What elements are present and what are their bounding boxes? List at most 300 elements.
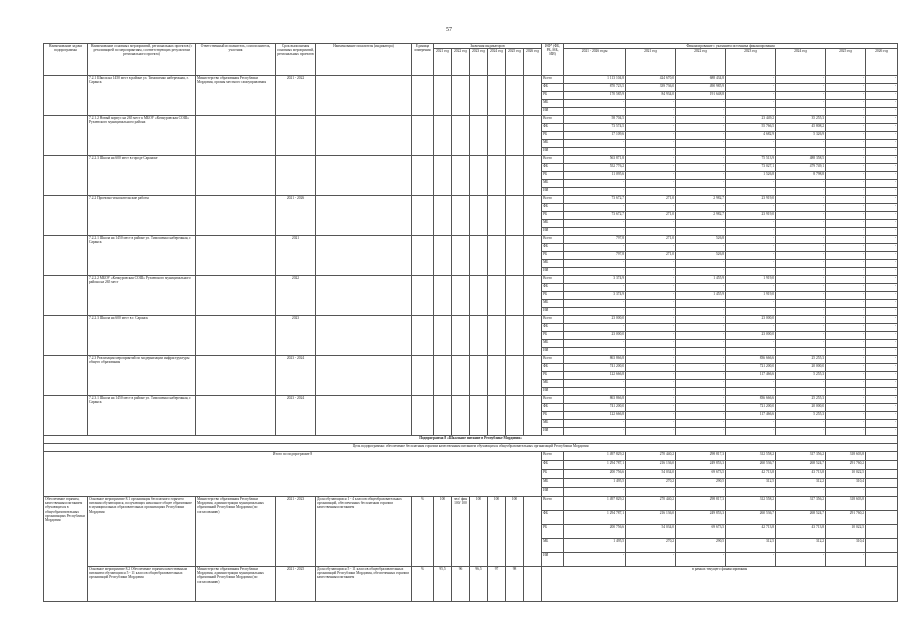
amount-cell: - [776,148,826,156]
amount-cell: 260 536,7 [726,461,776,470]
source-cell: Всего [542,196,564,204]
header-cell: ИФ* (ФБ, РБ, МБ, ИИ) [542,44,564,76]
amount-cell: - [826,260,866,268]
amount-cell: 424 670,0 [626,76,676,84]
amount-cell: - [676,228,726,236]
responsible-cell [196,116,276,156]
amount-cell [866,511,898,525]
indicator-value-cell [434,236,452,276]
subprogram-title: Подпрограмма 8 «Школьное питание в Республике Мордовия» [44,436,898,444]
amount-cell: - [626,228,676,236]
amount-cell: 1 919,0 [726,292,776,300]
amount-cell: - [676,124,726,132]
indicator-value-cell [488,396,506,436]
amount-cell: - [626,148,676,156]
source-cell: ИИ [542,388,564,396]
measure-name-cell: 7.2.2.1 Школа на 1450 мест в районе ул. Тимошенко набережная, г. Саранск [88,236,196,276]
source-cell: МБ [542,380,564,388]
amount-cell: 1 294 787,1 [564,461,626,470]
amount-cell: 43 713,8 [776,525,826,539]
indicator-value-cell [488,196,506,236]
source-cell: ФБ [542,164,564,172]
amount-cell: - [726,100,776,108]
amount-cell: - [776,140,826,148]
amount-cell: 122 666,8 [564,372,626,380]
amount-cell: 312,2 [776,539,826,553]
amount-cell: - [676,388,726,396]
indicator-value-cell [488,76,506,116]
amount-cell: - [826,356,866,364]
amount-cell: - [726,488,776,497]
amount-cell: - [676,372,726,380]
amount-cell: - [626,300,676,308]
amount-cell: - [626,204,676,212]
source-cell: ФБ [542,324,564,332]
amount-cell: - [626,356,676,364]
amount-cell: - [866,76,898,84]
amount-cell: 23 000,0 [726,316,776,324]
amount-cell: 1 455,9 [676,292,726,300]
task-cell [44,316,88,356]
table-row [44,316,898,324]
source-cell: ИИ [542,428,564,436]
amount-cell: - [676,316,726,324]
amount-cell: - [726,76,776,84]
amount-cell: - [776,76,826,84]
task-cell [44,236,88,276]
source-cell: ФБ [542,84,564,92]
indicator-value-cell [506,156,524,196]
amount-cell: 863 866,8 [564,396,626,404]
amount-cell: - [866,292,898,300]
amount-cell: - [826,236,866,244]
header-cell: Финансирование с указанием источника финансирования [564,44,898,49]
amount-cell: - [626,372,676,380]
amount-cell: - [826,324,866,332]
source-cell: Всего [542,116,564,124]
amount-cell: - [866,340,898,348]
amount-cell: - [866,84,898,92]
indicator-value-cell [452,356,470,396]
amount-cell: - [726,92,776,100]
indicator-value-cell [434,76,452,116]
amount-cell: - [826,380,866,388]
amount-cell [866,470,898,479]
measure-name-cell: Основное мероприятие 8.2 Обеспечение горячим качественным питанием обучающихся 5 - 11 классов общеобразовательных организаций Республики Мордовия [88,567,196,602]
amount-cell: 721 200,0 [726,404,776,412]
amount-cell: 291 760,2 [826,461,866,470]
indicator-value-cell [506,316,524,356]
amount-cell: - [776,108,826,116]
amount-cell: 45 808,2 [776,124,826,132]
source-cell: РБ [542,470,564,479]
amount-cell: - [866,428,898,436]
amount-cell: - [826,180,866,188]
amount-cell: - [776,260,826,268]
source-cell: ФБ [542,511,564,525]
amount-cell: 271,0 [626,212,676,220]
measure-name-cell: 7.2.2 Проектно-изыскательские работы [88,196,196,236]
amount-cell: - [826,404,866,412]
source-cell: РБ [542,212,564,220]
indicator-value-cell [488,236,506,276]
amount-cell: - [826,196,866,204]
indicator-value-cell [452,316,470,356]
amount-cell: - [676,220,726,228]
amount-cell: - [626,420,676,428]
amount-cell: - [866,212,898,220]
amount-cell: - [866,412,898,420]
indicator-value-cell [506,236,524,276]
amount-cell: - [826,228,866,236]
header-year-cell: 2025 год [826,49,866,76]
term-cell: 2023 - 2024 [276,356,316,396]
indicator-value-cell [488,156,506,196]
amount-cell: 3 374,9 [564,292,626,300]
indicator-value-cell [524,396,542,436]
amount-cell: 270 440,2 [626,497,676,511]
amount-cell: - [626,108,676,116]
amount-cell: - [826,396,866,404]
measure-name-cell: 7.2.2.3 Школа на 600 мест в городе Саранске [88,156,196,196]
amount-cell: 552 776,2 [564,164,626,172]
header-year-cell: 2021 год [434,49,452,76]
amount-cell: - [564,204,626,212]
source-cell: Всего [542,396,564,404]
amount-cell: 1 113 104,8 [564,76,626,84]
header-cell: Значения индикаторов [434,44,542,49]
amount-cell: - [776,316,826,324]
amount-cell: - [726,340,776,348]
amount-cell: - [676,164,726,172]
source-cell: ИИ [542,268,564,276]
indicator-cell [316,236,412,276]
task-cell [44,396,88,436]
amount-cell: - [826,124,866,132]
indicator-value-cell [452,196,470,236]
amount-cell: - [564,553,626,567]
amount-cell: - [826,212,866,220]
amount-cell: - [726,188,776,196]
amount-cell: - [564,324,626,332]
amount-cell: - [726,84,776,92]
source-cell: ФБ [542,124,564,132]
source-cell: ФБ [542,364,564,372]
amount-cell: - [676,148,726,156]
amount-cell: 20 000,0 [776,404,826,412]
header-year-cell: 2026 год [524,49,542,76]
amount-cell: 290,5 [676,479,726,488]
amount-cell: - [626,316,676,324]
amount-cell: - [676,332,726,340]
amount-cell: - [866,228,898,236]
amount-cell: - [626,388,676,396]
header-cell: Наименование показателя (индикатора) [316,44,412,76]
amount-cell: - [676,100,726,108]
amount-cell: - [866,348,898,356]
amount-cell: 42 713,8 [726,470,776,479]
amount-cell: - [676,324,726,332]
indicator-value-cell [488,356,506,396]
header-cell: Срок выполнения основных мероприятий, региональных проектов [276,44,316,76]
amount-cell: - [626,132,676,140]
indicator-value-cell [506,396,524,436]
source-cell: РБ [542,412,564,420]
amount-cell: - [866,420,898,428]
indicator-value-cell [506,196,524,236]
amount-cell: 270,2 [626,479,676,488]
unit-cell: % [412,567,434,602]
source-cell: ИИ [542,108,564,116]
indicator-value-cell [524,497,542,567]
amount-cell: 312 558,2 [726,452,776,461]
amount-cell: - [826,100,866,108]
responsible-cell [196,276,276,316]
amount-cell: 249 853,3 [676,461,726,470]
amount-cell: - [676,356,726,364]
amount-cell: 216 136,0 [626,511,676,525]
amount-cell: - [676,188,726,196]
amount-cell: - [626,396,676,404]
amount-cell: - [866,260,898,268]
amount-cell: 191 648,8 [676,92,726,100]
source-cell: РБ [542,172,564,180]
amount-cell [866,452,898,461]
amount-cell: - [676,300,726,308]
unit-cell [412,356,434,396]
amount-cell: 5 255,3 [776,412,826,420]
amount-cell: 291 760,2 [826,511,866,525]
indicator-cell [316,396,412,436]
amount-cell: - [866,364,898,372]
amount-cell: 2 982,7 [676,196,726,204]
amount-cell: 200 756,6 [564,525,626,539]
amount-cell: - [676,308,726,316]
amount-cell: - [564,284,626,292]
source-cell: Всего [542,316,564,324]
amount-cell: - [626,380,676,388]
amount-cell: - [826,428,866,436]
amount-cell: 11 095,6 [564,172,626,180]
amount-cell: - [866,140,898,148]
amount-cell: - [676,116,726,124]
amount-cell: - [776,180,826,188]
amount-cell: 54 034,0 [626,470,676,479]
funding-note: в рамках текущего финансирования [542,567,898,602]
amount-cell: 797,8 [564,236,626,244]
amount-cell: - [776,276,826,284]
source-cell: ИИ [542,488,564,497]
amount-cell: - [726,284,776,292]
amount-cell: - [726,268,776,276]
amount-cell [866,525,898,539]
responsible-cell: Министерство образования Республики Мордовия, органы местного самоуправления [196,76,276,116]
source-cell: ФБ [542,284,564,292]
amount-cell: - [726,204,776,212]
amount-cell: - [826,140,866,148]
amount-cell: - [726,180,776,188]
amount-cell: 73 027,1 [726,164,776,172]
amount-cell: - [726,252,776,260]
amount-cell: - [564,300,626,308]
amount-cell: - [726,388,776,396]
measure-name-cell: 7.2.2.3 Школа на 600 мест в г. Саранск [88,316,196,356]
amount-cell: - [726,324,776,332]
measure-name-cell: 7.2.1 Школа на 1450 мест в районе ул. Тимошенко набережная, г. Саранск [88,76,196,116]
amount-cell: 271,0 [626,252,676,260]
responsible-cell [196,236,276,276]
indicator-value-cell [434,116,452,156]
amount-cell: - [776,196,826,204]
term-cell: 2022 [276,276,316,316]
measure-name-cell: 7.2.3.1 Школа на 1450 мест в районе ул. Тимошенко набережная, г. Саранск [88,396,196,436]
source-cell: МБ [542,260,564,268]
amount-cell: 73 672,7 [564,212,626,220]
amount-cell: - [564,348,626,356]
source-cell: МБ [542,180,564,188]
amount-cell: 312 558,2 [726,497,776,511]
subprogram-goal: Цель подпрограммы: обеспечение бесплатным горячим качественным питанием обучающихся общеобразовательных организаций Республики Мордовия [44,444,898,452]
amount-cell: - [564,140,626,148]
indicator-value-cell [452,116,470,156]
amount-cell: 863 866,8 [564,356,626,364]
amount-cell: 290,5 [676,539,726,553]
amount-cell: 488 358,5 [776,156,826,164]
header-year-cell: 2021 год [626,49,676,76]
indicator-value-cell [470,156,488,196]
amount-cell: - [676,553,726,567]
header-row [44,44,898,49]
unit-cell [412,156,434,196]
source-cell: Всего [542,276,564,284]
amount-cell: 3 374,9 [564,276,626,284]
header-cell: Ответственный исполнитель, соисполнитель, участник [196,44,276,76]
amount-cell: 117 466,6 [726,372,776,380]
measure-name-cell: 7.2.1.2 Новый корпус на 265 мест к МБОУ «Кочкуровская СОШ» Рузаевского муниципального района [88,116,196,156]
amount-cell: - [626,180,676,188]
amount-cell: - [826,268,866,276]
amount-cell: - [676,132,726,140]
amount-cell: - [826,132,866,140]
amount-cell: - [866,204,898,212]
amount-cell: 721 200,0 [726,364,776,372]
amount-cell: - [866,388,898,396]
indicator-value-cell [470,356,488,396]
task-cell [44,196,88,236]
amount-cell: 268 524,7 [776,511,826,525]
source-cell: МБ [542,100,564,108]
unit-cell: % [412,497,434,567]
amount-cell: - [866,188,898,196]
source-cell: ФБ [542,244,564,252]
amount-cell: 43 713,8 [776,470,826,479]
amount-cell: - [726,108,776,116]
amount-cell: - [626,364,676,372]
term-cell [276,156,316,196]
unit-cell [412,316,434,356]
amount-cell: 25 255,3 [776,356,826,364]
amount-cell: - [626,260,676,268]
source-cell: ФБ [542,461,564,470]
amount-cell: - [564,244,626,252]
amount-cell: 526,8 [676,236,726,244]
indicator-value-cell [488,276,506,316]
amount-cell: - [776,244,826,252]
amount-cell: - [866,220,898,228]
amount-cell: 318 603,8 [826,452,866,461]
table-row [44,497,898,511]
amount-cell [866,479,898,488]
indicator-value-cell [506,76,524,116]
amount-cell: - [626,308,676,316]
source-cell: РБ [542,252,564,260]
unit-cell [412,236,434,276]
source-cell: МБ [542,340,564,348]
amount-cell: - [866,404,898,412]
measure-name-cell: 7.2.3 Реализация мероприятий по модернизации инфраструктуры общего образования [88,356,196,396]
amount-cell: 318 603,8 [826,497,866,511]
indicator-value-cell [524,567,542,602]
amount-cell: - [826,84,866,92]
amount-cell: - [676,268,726,276]
term-cell: 2021 [276,236,316,276]
amount-cell: - [726,236,776,244]
source-cell: МБ [542,539,564,553]
amount-cell: 75 513,9 [726,156,776,164]
amount-cell: 563 871,8 [564,156,626,164]
amount-cell: - [866,196,898,204]
indicator-value-cell: 97 [488,567,506,602]
amount-cell: 117 466,6 [726,412,776,420]
amount-cell: - [866,284,898,292]
amount-cell: - [626,140,676,148]
amount-cell: 23 919,0 [726,212,776,220]
amount-cell: - [826,92,866,100]
amount-cell: 688 434,8 [676,76,726,84]
amount-cell: - [826,116,866,124]
amount-cell: 216 136,0 [626,461,676,470]
amount-cell: 84 934,0 [626,92,676,100]
source-cell: Всего [542,452,564,461]
amount-cell: - [626,188,676,196]
source-cell: МБ [542,220,564,228]
source-cell: РБ [542,332,564,340]
measure-name-cell: 7.2.2.2 МБОУ «Кочкуровская СОШ» Рузаевского муниципального района на 265 мест [88,276,196,316]
amount-cell: - [564,260,626,268]
source-cell: РБ [542,525,564,539]
amount-cell: - [676,172,726,180]
amount-cell: - [826,348,866,356]
indicator-value-cell [506,356,524,396]
source-cell: РБ [542,132,564,140]
indicator-cell [316,316,412,356]
indicator-value-cell: 100 [488,497,506,567]
amount-cell: - [826,488,866,497]
amount-cell: 271,0 [626,236,676,244]
amount-cell: - [564,340,626,348]
indicator-value-cell [524,236,542,276]
indicator-value-cell: 96 [452,567,470,602]
amount-cell: - [776,292,826,300]
amount-cell: - [776,488,826,497]
indicator-value-cell [506,116,524,156]
amount-cell: - [676,180,726,188]
amount-cell: - [866,172,898,180]
amount-cell [866,488,898,497]
amount-cell: - [726,420,776,428]
amount-cell: - [726,140,776,148]
indicator-value-cell [434,356,452,396]
